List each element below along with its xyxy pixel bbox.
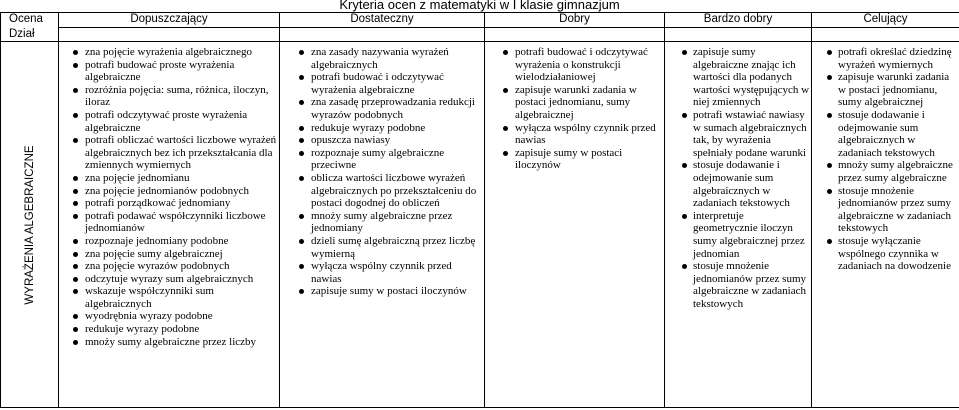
bullet-icon (299, 50, 304, 55)
bullet-icon (73, 340, 78, 345)
criterion-text: zna pojęcie jednomianu (85, 171, 190, 184)
criterion-item (85, 248, 279, 261)
criterion-item (85, 285, 279, 310)
criterion-text: zapisuje warunki zadania w postaci jednomianu, sumy algebraicznej (838, 71, 950, 109)
criterion-item (85, 185, 279, 198)
bullet-icon (73, 314, 78, 319)
criterion-text: dzieli sumę algebraiczną przez liczbę wymierną (311, 234, 476, 260)
criterion-item (85, 172, 279, 185)
bullet-icon (73, 277, 78, 282)
criterion-item (693, 210, 811, 260)
criterion-item (311, 122, 484, 135)
criterion-item (85, 235, 279, 248)
criterion-item (838, 185, 959, 235)
column-dostateczny (280, 42, 485, 408)
criterion-text: zapisuje warunki zadania w postaci jednomianu, sumy algebraicznej (515, 83, 637, 121)
header-grade-bardzo-dobry: Bardzo dobry (665, 13, 812, 28)
bullet-icon (73, 176, 78, 181)
bullet-icon (299, 176, 304, 181)
bullet-icon (827, 50, 832, 55)
criterion-item (838, 235, 959, 273)
bullet-icon (299, 126, 304, 131)
criterion-item (311, 71, 484, 96)
bullet-icon (73, 239, 78, 244)
criterion-text: zapisuje sumy w postaci iloczynów (515, 146, 623, 172)
criterion-text: zna zasadę przeprowadzania redukcji wyrazów podobnych (311, 96, 475, 121)
bullet-icon (682, 214, 687, 219)
bullet-icon (73, 63, 78, 68)
header-grade-dobry: Dobry (485, 13, 665, 28)
criterion-text: mnoży sumy algebraiczne przez jednomiany (311, 209, 453, 235)
criterion-item (85, 46, 279, 59)
bullet-icon (827, 189, 832, 194)
bullet-icon (299, 289, 304, 294)
criterion-item (311, 147, 484, 172)
criterion-text: potrafi budować proste wyrażenia algebraiczne (85, 58, 235, 84)
criterion-text: potrafi wstawiać nawiasy w sumach algebraicznych tak, by wyrażenia spełniały podane warunki (693, 108, 807, 159)
header-grade-dostateczny: Dostateczny (280, 13, 485, 28)
criterion-item (838, 109, 959, 159)
bullet-icon (503, 151, 508, 156)
criterion-text: stosuje wyłączanie wspólnego czynnika w zadaniach na dowodzenie (838, 234, 951, 273)
column-dopuszczajacy (59, 42, 280, 408)
criterion-item (85, 310, 279, 323)
criterion-text: wyłącza wspólny czynnik przed nawias (515, 121, 656, 147)
criterion-item (311, 46, 484, 71)
criterion-text: interpretuje geometrycznie iloczyn sumy algebraicznej przez jednomian (693, 209, 805, 260)
bullet-icon (682, 50, 687, 55)
header-grade-celujacy: Celujący (812, 13, 959, 28)
column-celujacy (812, 42, 959, 408)
criterion-item (311, 172, 484, 210)
bullet-icon (299, 239, 304, 244)
bullet-icon (827, 75, 832, 80)
criterion-text: stosuje mnożenie jednomianów przez sumy algebraiczne w zadaniach tekstowych (693, 260, 807, 310)
criterion-text: zna zasady nazywania wyrażeń algebraicznych (311, 46, 449, 71)
criterion-text: zna pojęcie sumy algebraicznej (85, 247, 223, 260)
criterion-text: zapisuje sumy algebraiczne znając ich wartości dla podanych wartości występujących w niej zmiennych (693, 46, 810, 109)
bullet-icon (73, 214, 78, 219)
criterion-text: redukuje wyrazy podobne (85, 323, 200, 336)
criterion-item (838, 159, 959, 184)
header-grade-dopuszczajacy: Dopuszczający (59, 13, 280, 28)
criterion-item (515, 46, 664, 84)
criterion-text: mnoży sumy algebraiczne przez liczby (85, 335, 257, 348)
bullet-icon (73, 264, 78, 269)
bullet-icon (299, 151, 304, 156)
criterion-text: zna pojęcie wyrazów podobnych (85, 260, 230, 273)
criterion-text: potrafi budować i odczytywać wyrażenia algebraiczne (311, 71, 444, 96)
criterion-text: wskazuje współczynniki sum algebraicznych (85, 285, 214, 310)
criterion-item (515, 84, 664, 122)
bullet-icon (503, 50, 508, 55)
document-title: Kryteria ocen z matematyki w I klasie gimnazjum (339, 0, 620, 12)
criterion-item (85, 134, 279, 172)
bullet-icon (73, 327, 78, 332)
criterion-item (311, 96, 484, 121)
bullet-icon (73, 50, 78, 55)
criterion-item (311, 134, 484, 147)
bullet-icon (299, 100, 304, 105)
section-label: WYRAŻENIA ALGEBRAICZNE (23, 144, 36, 305)
criterion-item (693, 260, 811, 310)
bullet-icon (73, 289, 78, 294)
criterion-item (85, 59, 279, 84)
criterion-item (85, 323, 279, 336)
column-dobry (485, 42, 665, 408)
bullet-icon (73, 189, 78, 194)
criterion-item (311, 285, 484, 298)
criterion-text: rozpoznaje sumy algebraiczne przeciwne (311, 146, 445, 172)
bullet-icon (503, 126, 508, 131)
column-bardzo-dobry (665, 42, 812, 408)
criterion-item (85, 260, 279, 273)
bullet-icon (682, 163, 687, 168)
criterion-item (838, 46, 959, 71)
bullet-icon (73, 201, 78, 206)
bullet-icon (73, 138, 78, 143)
bullet-icon (682, 113, 687, 118)
criterion-text: wyłącza wspólny czynnik przed nawias (311, 260, 452, 285)
criterion-item (838, 71, 959, 109)
criterion-text: zna pojęcie wyrażenia algebraicznego (85, 46, 253, 58)
criterion-item (85, 109, 279, 134)
criterion-item (311, 235, 484, 260)
criterion-text: potrafi odczytywać proste wyrażenia algebraiczne (85, 108, 248, 134)
criterion-text: rozpoznaje jednomiany podobne (85, 234, 229, 247)
criterion-item (515, 122, 664, 147)
criterion-text: potrafi podawać współczynniki liczbowe jednomianów (85, 209, 266, 235)
criterion-item (85, 273, 279, 286)
criterion-text: wyodrębnia wyrazy podobne (85, 310, 213, 323)
bullet-icon (73, 88, 78, 93)
criterion-text: rozróżnia pojęcia: suma, różnica, iloczyn, iloraz (85, 83, 269, 109)
criterion-text: mnoży sumy algebraiczne przez sumy algebraiczne (838, 159, 953, 184)
bullet-icon (73, 252, 78, 257)
criterion-item (85, 210, 279, 235)
criterion-text: redukuje wyrazy podobne (311, 121, 426, 134)
bullet-icon (682, 264, 687, 269)
criterion-text: potrafi budować i odczytywać wyrażenia o konstrukcji wielodziałaniowej (515, 46, 648, 84)
bullet-icon (299, 138, 304, 143)
bullet-icon (827, 239, 832, 244)
criterion-item (85, 84, 279, 109)
criterion-text: odczytuje wyrazy sum algebraicznych (85, 272, 254, 285)
bullet-icon (73, 113, 78, 118)
criterion-item (693, 159, 811, 209)
criterion-item (85, 197, 279, 210)
criterion-text: potrafi porządkować jednomiany (85, 197, 231, 210)
criterion-item (311, 210, 484, 235)
criterion-text: stosuje dodawanie i odejmowanie sum algebraicznych w zadaniach tekstowych (693, 159, 790, 210)
bullet-icon (299, 75, 304, 80)
bullet-icon (299, 264, 304, 269)
bullet-icon (299, 214, 304, 219)
criterion-text: oblicza wartości liczbowe wyrażeń algebraicznych po przekształceniu do postaci dogodnej do obliczeń (311, 171, 477, 210)
section-cell (1, 42, 59, 408)
criterion-item (311, 260, 484, 285)
criterion-item (515, 147, 664, 172)
bullet-icon (503, 88, 508, 93)
header-ocena: Ocena (1, 13, 59, 28)
grading-criteria-table (0, 12, 959, 408)
bullet-icon (827, 113, 832, 118)
criterion-text: potrafi określać dziedzinę wyrażeń wymiernych (838, 46, 952, 71)
criterion-item (693, 46, 811, 109)
criterion-text: zna pojęcie jednomianów podobnych (85, 184, 250, 197)
criterion-text: stosuje mnożenie jednomianów przez sumy algebraiczne w zadaniach tekstowych (838, 184, 952, 235)
criterion-text: opuszcza nawiasy (311, 134, 391, 147)
criterion-text: potrafi obliczać wartości liczbowe wyrażeń algebraicznych bez ich przekształcania dla zmiennych wymiernych (85, 134, 277, 172)
criterion-text: stosuje dodawanie i odejmowanie sum algebraicznych w zadaniach tekstowych (838, 108, 935, 159)
criterion-text: zapisuje sumy w postaci iloczynów (311, 285, 467, 298)
criterion-item (693, 109, 811, 159)
criterion-item (85, 336, 279, 349)
bullet-icon (827, 163, 832, 168)
header-dzial: Dział (1, 28, 59, 42)
